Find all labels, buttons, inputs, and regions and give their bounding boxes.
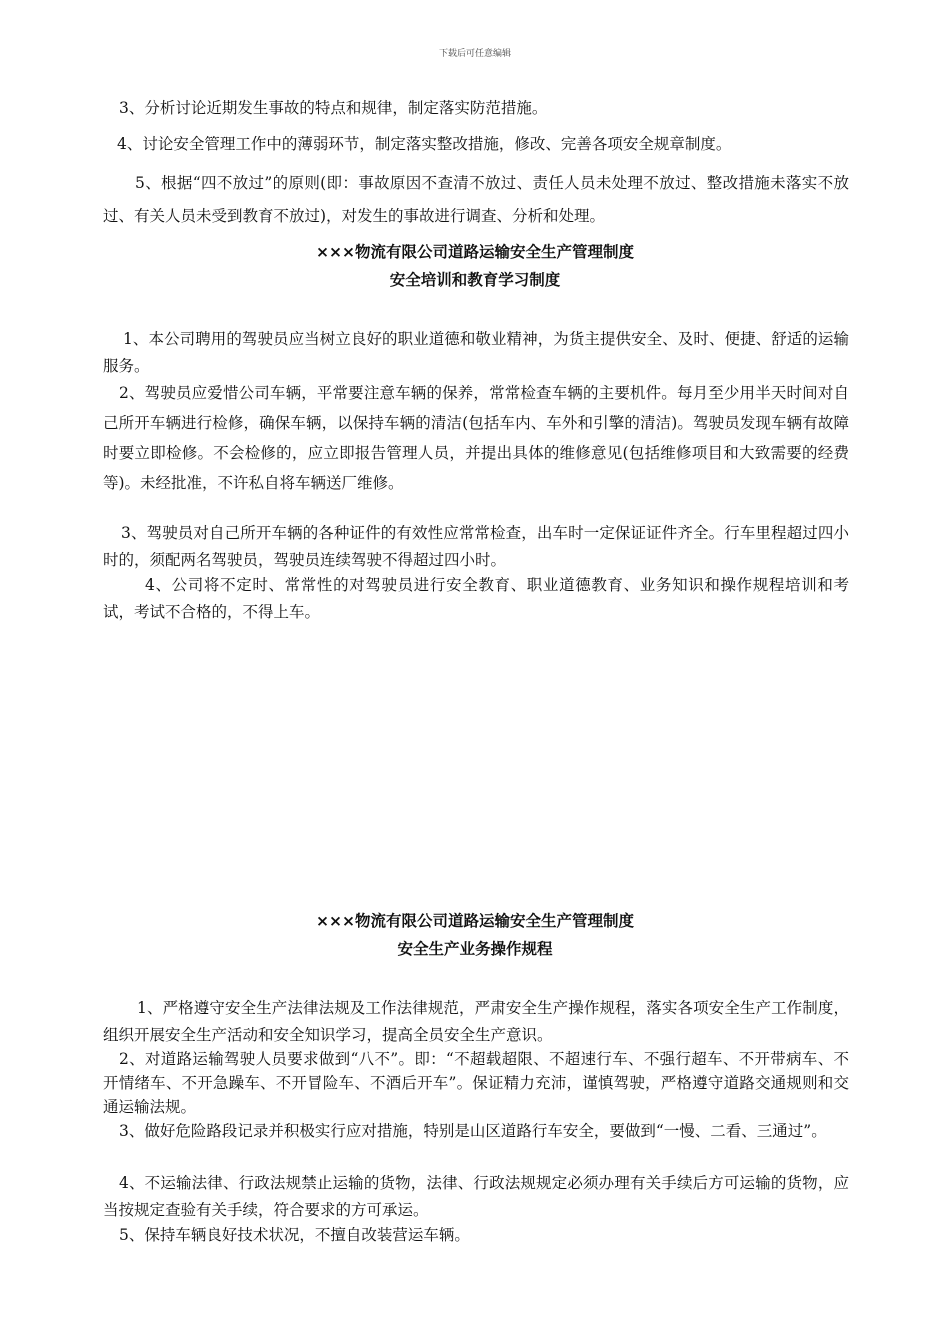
list-item: 1、严格遵守安全生产法律法规及工作法律规范，严肃安全生产操作规程，落实各项安全生产工作制度，组织开展安全生产活动和安全知识学习，提高全员安全生产意识。 (103, 999, 849, 1044)
list-item: 4、不运输法律、行政法规禁止运输的货物，法律、行政法规规定必须办理有关手续后方可运输的货物，应当按规定查验有关手续，符合要求的方可承运。 (103, 1174, 849, 1219)
list-item: 5、根据“四不放过”的原则(即：事故原因不查清不放过、责任人员未处理不放过、整改措施未落实不放过、有关人员未受到教育不放过)，对发生的事故进行调查、分析和处理。 (103, 174, 849, 225)
page-header-note: 下载后可任意编辑 (438, 49, 511, 59)
list-item: 4、讨论安全管理工作中的薄弱环节，制定落实整改措施，修改、完善各项安全规章制度。 (117, 135, 732, 153)
section-subtitle: 安全生产业务操作规程 (397, 940, 553, 958)
list-item: 4、公司将不定时、常常性的对驾驶员进行安全教育、职业道德教育、业务知识和操作规程培训和考试，考试不合格的，不得上车。 (103, 576, 849, 621)
section-title: ×××物流有限公司道路运输安全生产管理制度 (316, 243, 634, 261)
list-item: 3、做好危险路段记录并积极实行应对措施，特别是山区道路行车安全，要做到“一慢、二看、三通过”。 (119, 1122, 827, 1140)
section-title: ×××物流有限公司道路运输安全生产管理制度 (316, 912, 634, 930)
list-item: 1、本公司聘用的驾驶员应当树立良好的职业道德和敬业精神，为货主提供安全、及时、便捷、舒适的运输服务。 (103, 330, 849, 375)
list-item: 2、对道路运输驾驶人员要求做到“八不”。即：“不超载超限、不超速行车、不强行超车、不开带病车、不开情绪车、不开急躁车、不开冒险车、不酒后开车”。保证精力充沛，谨慎驾驶，严格遵守道路交通规则和交通运输法规。 (103, 1050, 849, 1116)
list-item: 5、保持车辆良好技术状况，不擅自改装营运车辆。 (119, 1226, 470, 1244)
list-item: 3、分析讨论近期发生事故的特点和规律，制定落实防范措施。 (119, 99, 548, 117)
section-subtitle: 安全培训和教育学习制度 (389, 271, 561, 289)
list-item: 3、驾驶员对自己所开车辆的各种证件的有效性应常常检查，出车时一定保证证件齐全。行车里程超过四小时的，须配两名驾驶员，驾驶员连续驾驶不得超过四小时。 (103, 524, 849, 569)
list-item: 2、驾驶员应爱惜公司车辆，平常要注意车辆的保养，常常检查车辆的主要机件。每月至少用半天时间对自己所开车辆进行检修，确保车辆，以保持车辆的清洁(包括车内、车外和引擎的清洁)。驾驶员发现车辆有故障时要立即检修。不会检修的，应立即报告管理人员，并提出具体的维修意见(包括维修项目和大致需要的经费等)。未经批准，不许私自将车辆送厂维修。 (103, 384, 849, 492)
